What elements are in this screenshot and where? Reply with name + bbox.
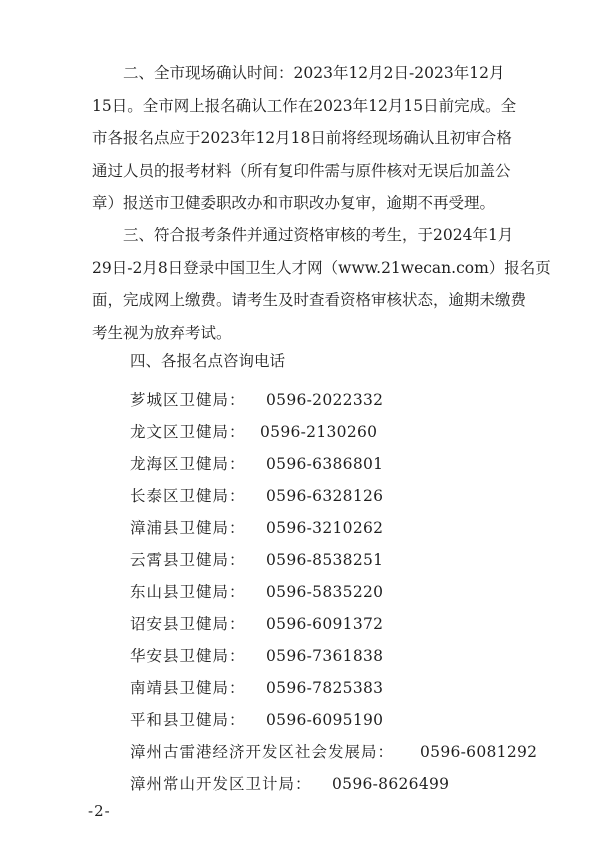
contact-phone: 0596-8626499: [332, 775, 450, 793]
contact-phone: 0596-8538251: [266, 551, 384, 569]
contact-name: 龙文区卫健局：: [130, 423, 246, 441]
contact-phone: 0596-2022332: [266, 391, 384, 409]
contact-phone: 0596-6081292: [420, 743, 538, 761]
section-2-paragraph: [92, 57, 572, 220]
contact-phone: 0596-5835220: [266, 583, 384, 601]
contact-phone: 0596-6091372: [266, 615, 384, 633]
contact-phone: 0596-3210262: [266, 519, 384, 537]
section-2-line: 市各报名点应于2023年12月18日前将经现场确认且初审合格: [92, 129, 512, 147]
contact-phone: 0596-6328126: [266, 487, 384, 505]
section-3-line: 考生视为放弃考试。: [92, 323, 232, 342]
section-3-line: 面，完成网上缴费。请考生及时查看资格审核状态，逾期未缴费: [92, 291, 527, 309]
contact-name: 云霄县卫健局：: [130, 551, 246, 569]
contact-name: 漳浦县卫健局：: [130, 519, 246, 537]
section-2-line: 通过人员的报考材料（所有复印件需与原件核对无误后加盖公: [92, 161, 511, 180]
contact-name: 芗城区卫健局：: [130, 391, 246, 409]
section-2-line: 章）报送市卫健委职改办和市职改办复审，逾期不再受理。: [92, 194, 496, 212]
contact-name: 平和县卫健局：: [130, 711, 246, 729]
contact-name: 长泰区卫健局：: [130, 487, 246, 505]
section-3-line: 三、符合报考条件并通过资格审核的考生，于2024年1月: [92, 226, 514, 244]
contact-name: 漳州古雷港经济开发区社会发展局：: [130, 743, 395, 761]
contact-name: 龙海区卫健局：: [130, 455, 246, 473]
contact-phone: 0596-2130260: [260, 423, 378, 441]
contact-name: 诏安县卫健局：: [130, 615, 246, 633]
contact-name: 南靖县卫健局：: [130, 679, 246, 697]
contact-phone: 0596-7825383: [266, 679, 384, 697]
section-3-line: 29日-2月8日登录中国卫生人才网（www.21wecan.com）报名页: [92, 258, 551, 277]
section-4-heading: 四、各报名点咨询电话: [130, 352, 286, 370]
contact-name: 华安县卫健局：: [130, 647, 246, 665]
section-2-line: 15日。全市网上报名确认工作在2023年12月15日前完成。全: [92, 96, 517, 115]
section-2-line: 二、全市现场确认时间：2023年12月2日-2023年12月: [92, 64, 505, 82]
section-3-paragraph: [92, 219, 572, 349]
contact-phone: 0596-7361838: [266, 647, 384, 665]
contact-phone: 0596-6095190: [266, 711, 384, 729]
page-number: -2-: [88, 802, 111, 820]
contact-phone: 0596-6386801: [266, 455, 384, 473]
contact-name: 漳州常山开发区卫计局：: [130, 775, 312, 793]
contact-name: 东山县卫健局：: [130, 583, 246, 601]
